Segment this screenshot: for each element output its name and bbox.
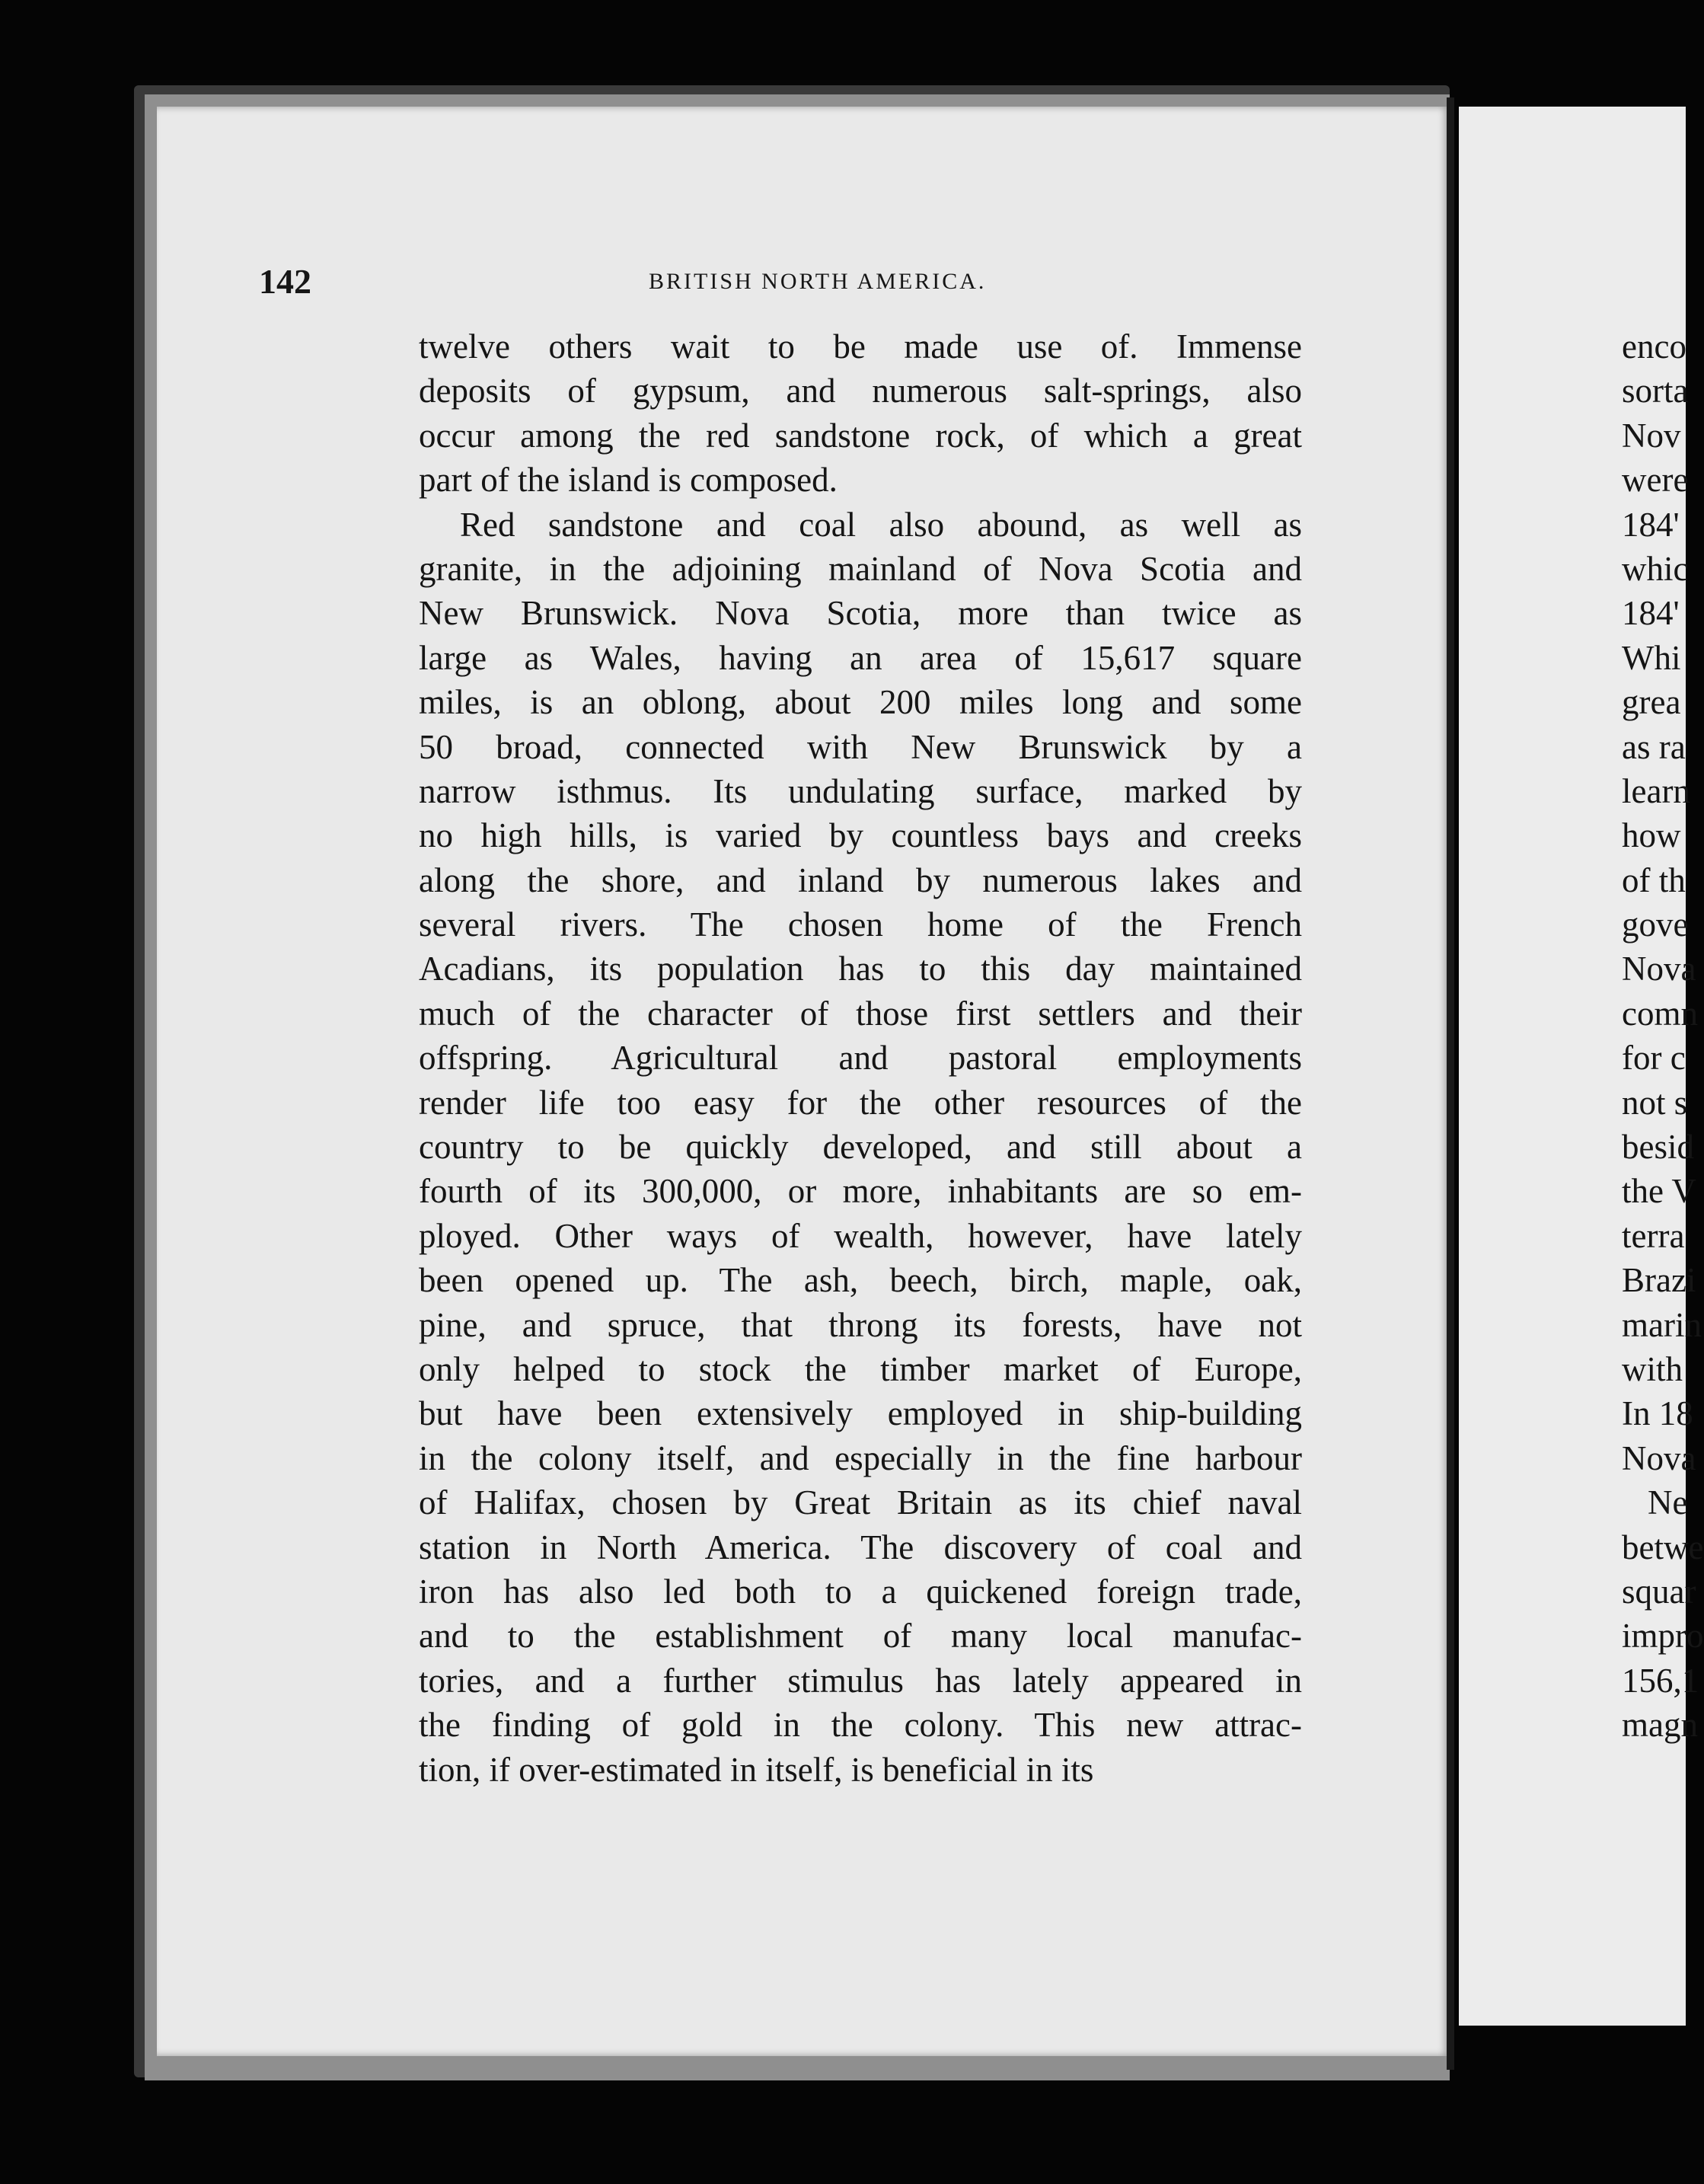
text-line: station in North America. The discovery of coal and [419, 1528, 1302, 1566]
text-line: part of the island is composed. [419, 461, 838, 500]
text-line: occur among the red sandstone rock, of which a great [419, 416, 1302, 455]
text-fragment: besid [1622, 1128, 1694, 1167]
text-fragment: how [1622, 816, 1681, 855]
text-line: tories, and a further stimulus has lately appeared in [419, 1661, 1302, 1700]
text-fragment: Ne [1648, 1483, 1688, 1522]
page-number: 142 [259, 262, 311, 301]
text-fragment: whic [1622, 549, 1689, 588]
text-fragment: enco [1622, 327, 1686, 366]
text-line: pine, and spruce, that throng its forests, have not [419, 1305, 1302, 1344]
text-line: narrow isthmus. Its undulating surface, marked by [419, 771, 1302, 810]
left-page-body-text [419, 324, 1302, 1792]
text-line: only helped to stock the timber market of Europe, [419, 1349, 1302, 1388]
text-line: along the shore, and inland by numerous lakes and [419, 861, 1302, 899]
text-line: large as Wales, having an area of 15,617 square [419, 638, 1302, 677]
text-line: country to be quickly developed, and still about a [419, 1128, 1302, 1167]
text-fragment: of th [1622, 861, 1686, 899]
text-line: the finding of gold in the colony. This new attrac- [419, 1706, 1302, 1745]
text-fragment: terra [1622, 1216, 1685, 1255]
text-line: Red sandstone and coal also abound, as well as [460, 505, 1302, 544]
text-line: fourth of its 300,000, or more, inhabitants are so em- [419, 1172, 1302, 1211]
text-fragment: 184' [1622, 594, 1680, 633]
text-fragment: Nov [1622, 416, 1681, 455]
text-fragment: magn [1622, 1706, 1698, 1745]
text-fragment: marin [1622, 1305, 1702, 1344]
text-line: no high hills, is varied by countless bays and creeks [419, 816, 1302, 855]
text-line: iron has also led both to a quickened foreign trade, [419, 1572, 1302, 1611]
text-fragment: for c [1622, 1039, 1686, 1078]
text-fragment: not s [1622, 1083, 1688, 1122]
text-fragment: sorta [1622, 372, 1689, 410]
text-line: much of the character of those first settlers and their [419, 994, 1302, 1033]
page-gutter [1447, 97, 1454, 2070]
text-fragment: Brazi [1622, 1261, 1696, 1300]
text-line: miles, is an oblong, about 200 miles long and some [419, 683, 1302, 722]
text-fragment: 184' [1622, 505, 1680, 544]
text-fragment: Nova [1622, 1438, 1696, 1477]
text-fragment: impro [1622, 1617, 1704, 1656]
text-line: ployed. Other ways of wealth, however, have lately [419, 1216, 1302, 1255]
text-line: granite, in the adjoining mainland of Nova Scotia and [419, 549, 1302, 588]
text-fragment: with [1622, 1349, 1683, 1388]
text-fragment: grea [1622, 683, 1681, 722]
running-head: BRITISH NORTH AMERICA. [649, 269, 987, 294]
page-header [259, 259, 1051, 305]
text-line: render life too easy for the other resources of the [419, 1083, 1302, 1122]
text-line: offspring. Agricultural and pastoral employments [419, 1039, 1302, 1078]
text-line: in the colony itself, and especially in the fine harbour [419, 1438, 1302, 1477]
text-fragment: as ra [1622, 727, 1686, 766]
text-line: several rivers. The chosen home of the French [419, 905, 1302, 944]
text-line: but have been extensively employed in ship-building [419, 1394, 1302, 1433]
text-line: and to the establishment of many local manufac- [419, 1617, 1302, 1656]
right-page-cut-text [1622, 324, 1704, 1748]
text-line: New Brunswick. Nova Scotia, more than twice as [419, 594, 1302, 633]
text-fragment: squar [1622, 1572, 1696, 1611]
text-line: of Halifax, chosen by Great Britain as its chief naval [419, 1483, 1302, 1522]
text-fragment: comn [1622, 994, 1698, 1033]
text-fragment: gove [1622, 905, 1689, 944]
text-line: twelve others wait to be made use of. Immense [419, 327, 1302, 366]
text-fragment: the V [1622, 1172, 1696, 1211]
text-fragment: Nova [1622, 950, 1696, 988]
text-fragment: Whi [1622, 638, 1681, 677]
text-line: Acadians, its population has to this day maintained [419, 950, 1302, 988]
text-line: tion, if over-estimated in itself, is beneficial in its [419, 1750, 1094, 1789]
text-fragment: betwe [1622, 1528, 1704, 1566]
text-fragment: In 18 [1622, 1394, 1693, 1433]
text-fragment: were [1622, 461, 1689, 500]
text-line: 50 broad, connected with New Brunswick by a [419, 727, 1302, 766]
text-fragment: 156,1 [1622, 1661, 1699, 1700]
text-line: been opened up. The ash, beech, birch, maple, oak, [419, 1261, 1302, 1300]
text-line: deposits of gypsum, and numerous salt-springs, also [419, 372, 1302, 410]
text-fragment: learn [1622, 771, 1690, 810]
